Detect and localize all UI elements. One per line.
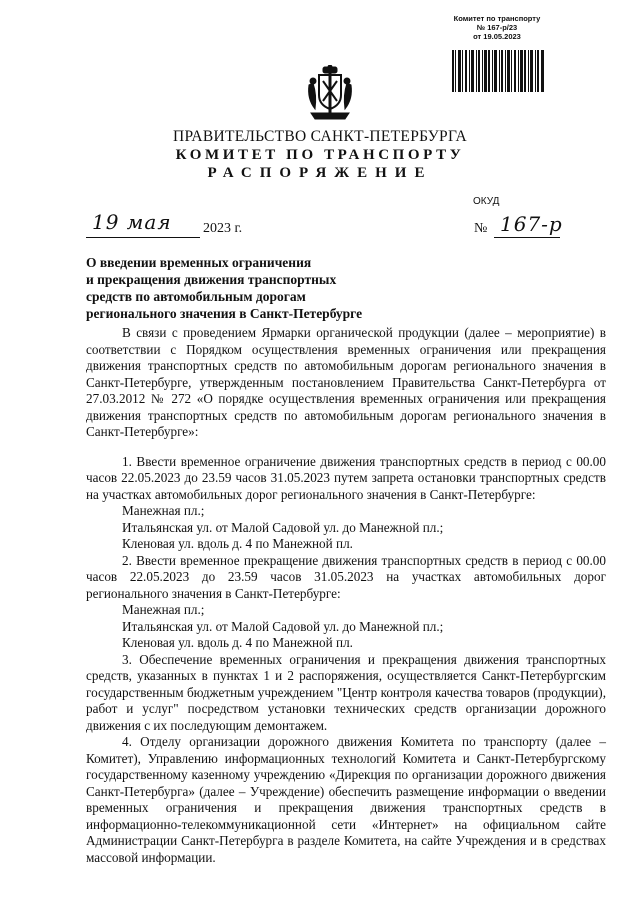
title-line: О введении временных ограничения	[86, 255, 312, 270]
date-year: 2023 г.	[203, 221, 243, 236]
item-3-paragraph: 3. Обеспечение временных ограничения и прекращения движения транспортных средств, указанных в пунктах 1 и 2 распоряжения, осуществляется Санкт-Петербургским государственным бюджетным учреждением "Центр контроля качества товаров (продукции), работ и услуг" посредством установки технических средств организации дорожного движения с их последующим демонтажем.	[86, 651, 606, 733]
document-type: РАСПОРЯЖЕНИЕ	[207, 165, 433, 181]
government-name: ПРАВИТЕЛЬСТВО САНКТ-ПЕТЕРБУРГА	[172, 128, 468, 145]
item-2-place: Итальянская ул. от Малой Садовой ул. до Манежной пл.;	[122, 618, 444, 634]
item-1-place: Итальянская ул. от Малой Садовой ул. до Манежной пл.;	[122, 519, 444, 535]
committee-name: КОМИТЕТ ПО ТРАНСПОРТУ	[175, 147, 465, 163]
item-2-place: Манежная пл.;	[122, 602, 205, 617]
item-2-paragraph: 2. Ввести временное прекращение движения транспортных средств в период с 00.00 часов 22.05.2023 до 23.59 часов 31.05.2023 на участках автомобильных дорог регионального значения в Санкт-Петербурге:	[86, 552, 606, 601]
title-line: и прекращения движения транспортных	[86, 272, 337, 287]
title-line: средств по автомобильным дорогам	[86, 289, 306, 304]
item-4-paragraph: 4. Отделу организации дорожного движения Комитета по транспорту (далее – Комитет), Управлению информационных технологий Комитета и Санкт-Петербургскому государственному казенному учреждению «Дирекция по организации дорожного движения Санкт-Петербурга» (далее – Учреждение) обеспечить размещение информации о введении временных ограничения и прекращения движения транспортных средств в информационно-телекоммуникационной сети «Интернет» на официальном сайте Администрации Санкт-Петербурга в разделе Комитета, на сайте Учреждения и в средствах массовой информации.	[86, 734, 606, 865]
coat-of-arms-icon	[305, 65, 355, 123]
number-underline	[494, 237, 560, 238]
item-2-place: Кленовая ул. вдоль д. 4 по Манежной пл.	[122, 635, 353, 650]
stamp-line-2: № 167-р/23	[476, 23, 518, 32]
number-handwritten: 167-р	[500, 212, 563, 236]
stamp-line-1: Комитет по транспорту	[453, 14, 541, 23]
preamble-paragraph: В связи с проведением Ярмарки органической продукции (далее – мероприятие) в соответствии с Порядком осуществления временных ограничения или прекращения движения транспортных средств по автомобильным дорогам регионального значения в Санкт-Петербурге, утвержденным постановлением Правительства Санкт-Петербурга от 27.03.2012 № 272 «О порядке осуществления временных ограничения или прекращения движения транспортных средств по автомобильным дорогам регионального значения в Санкт-Петербурге»:	[86, 325, 606, 439]
stamp-line-3: от 19.05.2023	[473, 32, 521, 41]
document-header	[0, 128, 640, 182]
document-title	[86, 254, 362, 322]
number-label: №	[474, 221, 488, 236]
title-line: регионального значения в Санкт-Петербурге	[86, 306, 363, 321]
item-1-paragraph: 1. Ввести временное ограничение движения транспортных средств в период с 00.00 часов 22.05.2023 до 23.59 часов 31.05.2023 путем запрета остановки транспортных средств на участках автомобильных дорог регионального значения в Санкт-Петербурге:	[86, 453, 606, 502]
barcode-icon	[452, 50, 544, 92]
okud-label: ОКУД	[473, 196, 500, 207]
item-1-place: Кленовая ул. вдоль д. 4 по Манежной пл.	[122, 536, 353, 551]
date-handwritten: 19 мая	[92, 210, 172, 234]
document-body	[86, 325, 606, 866]
registration-stamp	[452, 14, 542, 41]
item-1-place: Манежная пл.;	[122, 503, 205, 518]
